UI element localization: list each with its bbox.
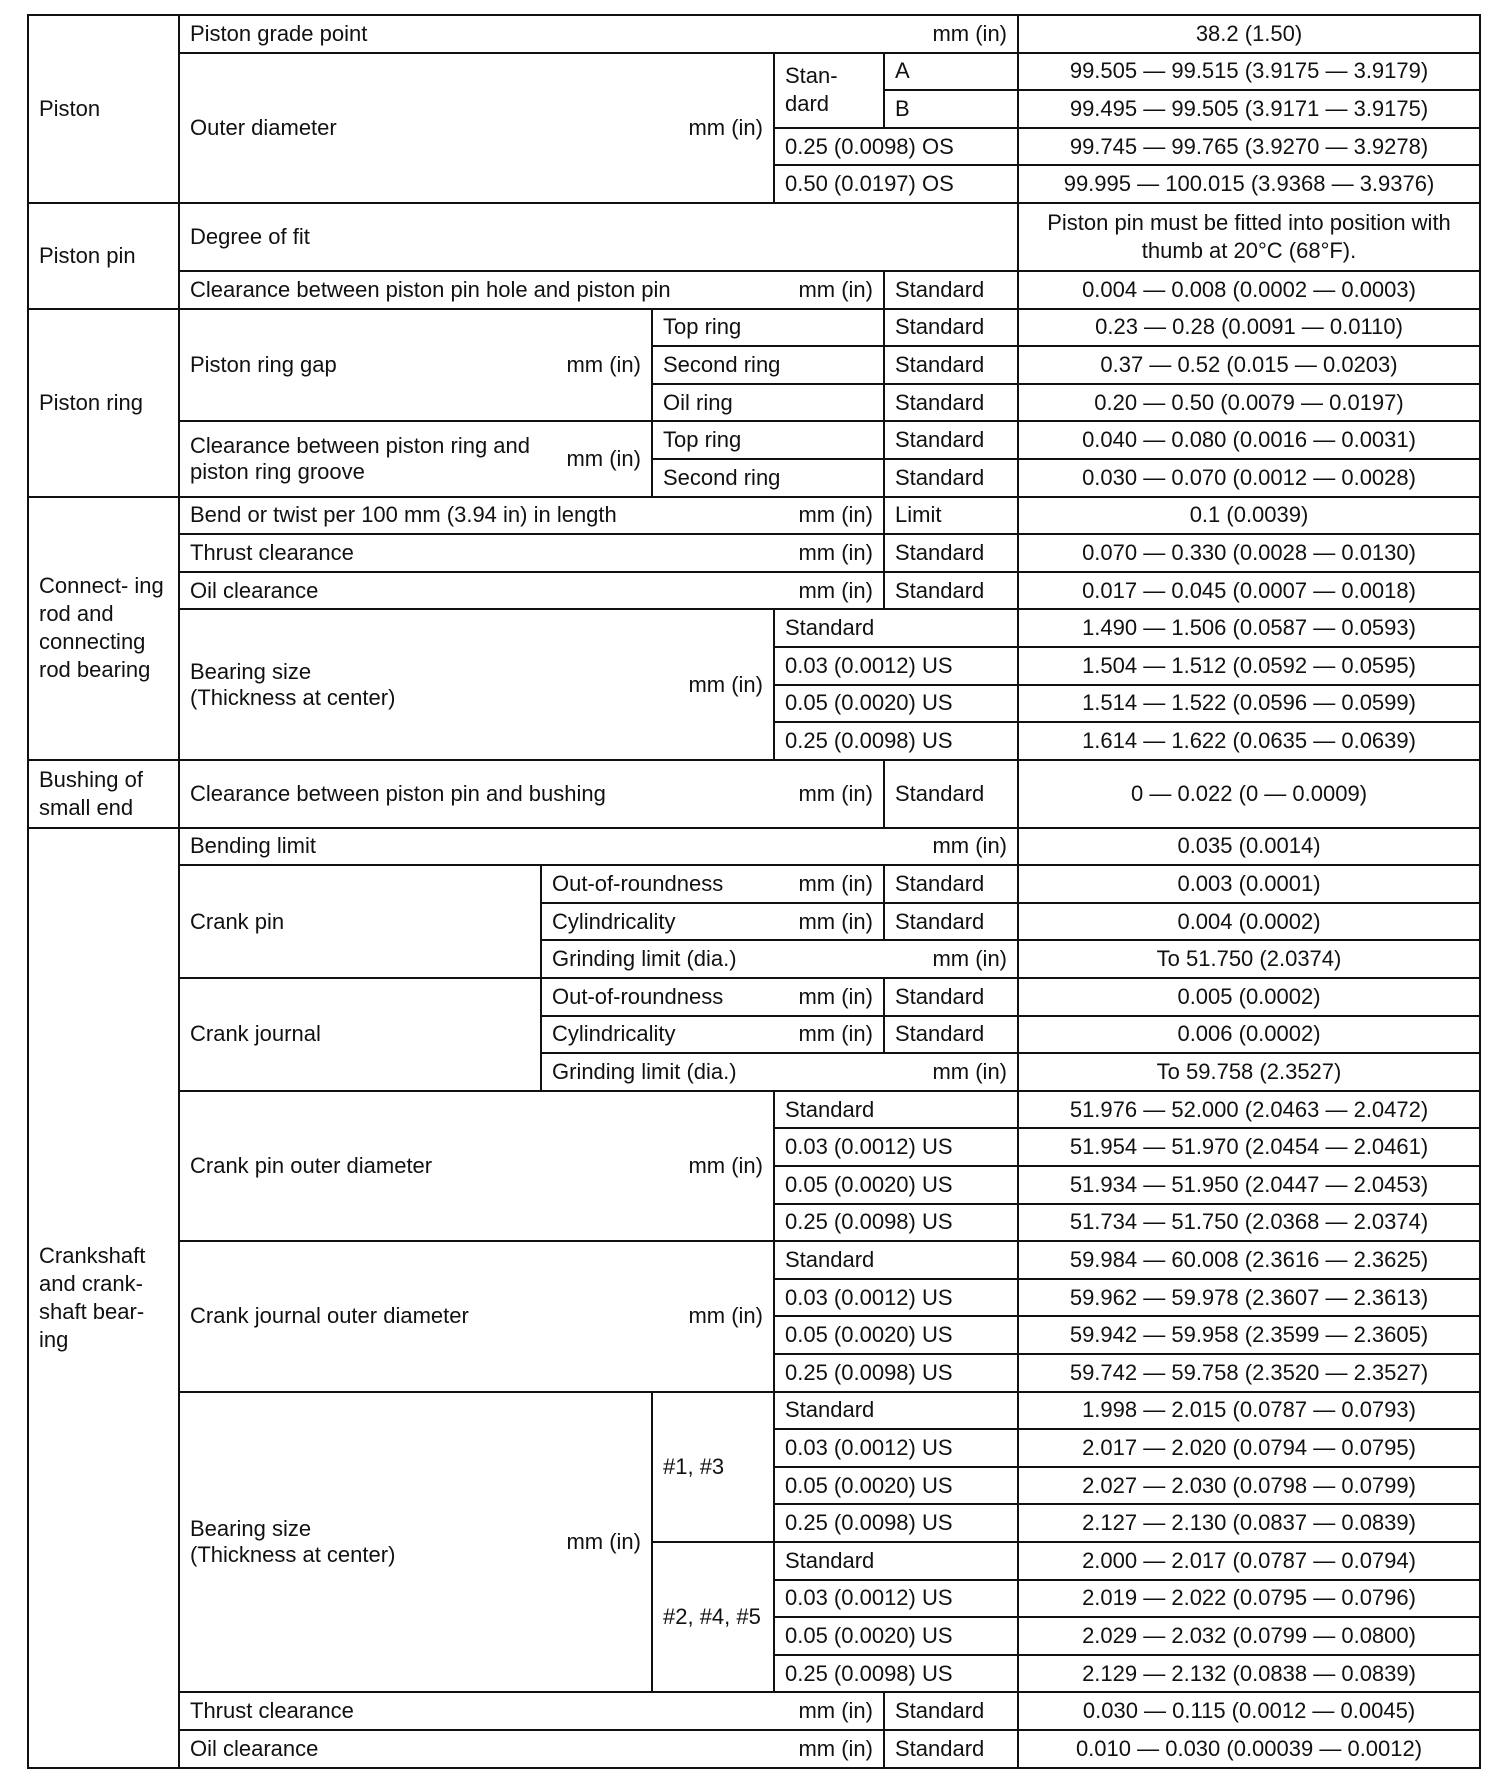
size-label: 0.05 (0.0020) US: [774, 1166, 1018, 1204]
item-cell: [179, 1392, 652, 1693]
ring-label: Top ring: [652, 421, 884, 459]
unit-label: mm (in): [932, 946, 1008, 972]
item-label: Bearing size (Thickness at center): [190, 1515, 396, 1567]
size-label: 0.05 (0.0020) US: [774, 685, 1018, 723]
item-label: Bend or twist per 100 mm (3.94 in) in length: [190, 502, 617, 528]
sub-label: Grinding limit (dia.): [552, 1059, 737, 1085]
kind-label: Standard: [884, 1016, 1018, 1054]
section-connecting-rod: Connect- ing rod and connecting rod bearing: [28, 497, 179, 760]
size-label: Standard: [774, 1542, 1018, 1580]
item-label: Oil clearance: [190, 1735, 319, 1761]
size-label: 0.05 (0.0020) US: [774, 1316, 1018, 1354]
size-label: 0.50 (0.0197) OS: [774, 165, 1018, 203]
item-cell: [179, 1730, 884, 1768]
unit-label: mm (in): [798, 780, 873, 806]
table-row: [28, 978, 1480, 1016]
item-label: Crank pin: [179, 865, 541, 978]
size-label: 0.25 (0.0098) US: [774, 1204, 1018, 1242]
kind-label: Standard: [884, 903, 1018, 941]
spec-value: 0.20 — 0.50 (0.0079 — 0.0197): [1018, 384, 1480, 422]
item-label: Crank journal: [179, 978, 541, 1091]
kind-label: Standard: [884, 309, 1018, 347]
size-label: Standard: [774, 1241, 1018, 1279]
unit-label: mm (in): [798, 276, 873, 302]
spec-value: 0.1 (0.0039): [1018, 497, 1480, 535]
spec-value: 0.005 (0.0002): [1018, 978, 1480, 1016]
unit-label: mm (in): [932, 833, 1008, 859]
spec-value: 1.504 — 1.512 (0.0592 — 0.0595): [1018, 647, 1480, 685]
size-label: 0.03 (0.0012) US: [774, 1580, 1018, 1618]
unit-label: mm (in): [798, 1698, 873, 1724]
item-label-group: [190, 1303, 763, 1329]
size-label: 0.25 (0.0098) OS: [774, 128, 1018, 166]
item-label-group: [190, 1153, 763, 1179]
item-label: Piston ring gap: [190, 351, 337, 377]
unit-label: mm (in): [798, 539, 873, 565]
spec-value: 0.010 — 0.030 (0.00039 — 0.0012): [1018, 1730, 1480, 1768]
item-label-group: [190, 1516, 641, 1568]
kind-label: Standard: [884, 459, 1018, 497]
table-row: [28, 534, 1480, 572]
kind-label: Standard: [884, 978, 1018, 1016]
kind-label: Standard: [884, 384, 1018, 422]
unit-label: mm (in): [688, 1303, 763, 1329]
spec-value: 51.954 — 51.970 (2.0454 — 2.0461): [1018, 1128, 1480, 1166]
unit-label: mm (in): [932, 1059, 1008, 1085]
spec-value: 1.998 — 2.015 (0.0787 — 0.0793): [1018, 1392, 1480, 1430]
unit-label: mm (in): [798, 908, 873, 934]
kind-label: Limit: [884, 497, 1018, 535]
size-label: 0.03 (0.0012) US: [774, 647, 1018, 685]
unit-label: mm (in): [798, 871, 873, 897]
size-label: 0.25 (0.0098) US: [774, 1655, 1018, 1693]
journal-group-label: #2, #4, #5: [652, 1542, 774, 1692]
sub-label: Out-of-roundness: [552, 983, 724, 1009]
unit-label: mm (in): [798, 1021, 873, 1047]
section-bushing: Bushing of small end: [28, 760, 179, 828]
spec-value: 0.035 (0.0014): [1018, 828, 1480, 866]
unit-label: mm (in): [798, 577, 873, 603]
item-label: Oil clearance: [190, 577, 319, 603]
spec-value: 59.942 — 59.958 (2.3599 — 2.3605): [1018, 1316, 1480, 1354]
table-row: [28, 1730, 1480, 1768]
spec-value: 59.984 — 60.008 (2.3616 — 2.3625): [1018, 1241, 1480, 1279]
unit-label: mm (in): [932, 20, 1008, 46]
size-label: 0.25 (0.0098) US: [774, 1354, 1018, 1392]
table-row: [28, 15, 1480, 53]
kind-label: Standard: [884, 421, 1018, 459]
item-label-group: [190, 1698, 873, 1724]
table-row: [28, 309, 1480, 347]
section-piston-pin: Piston pin: [28, 203, 179, 309]
size-label: 0.03 (0.0012) US: [774, 1429, 1018, 1467]
spec-value: 0.017 — 0.045 (0.0007 — 0.0018): [1018, 572, 1480, 610]
size-label: 0.05 (0.0020) US: [774, 1617, 1018, 1655]
item-label: Degree of fit: [179, 203, 1018, 271]
spec-value: To 59.758 (2.3527): [1018, 1053, 1480, 1091]
journal-group-label: #1, #3: [652, 1392, 774, 1542]
spec-value: 38.2 (1.50): [1018, 15, 1480, 53]
size-label: 0.25 (0.0098) US: [774, 1504, 1018, 1542]
unit-label: mm (in): [798, 1735, 873, 1761]
table-row: [28, 1091, 1480, 1129]
specifications-table: [27, 14, 1481, 1769]
sub-label: Cylindricality: [552, 908, 676, 934]
table-row: [28, 497, 1480, 535]
spec-value: 2.129 — 2.132 (0.0838 — 0.0839): [1018, 1655, 1480, 1693]
table-row: [28, 1241, 1480, 1279]
size-label: Standard: [774, 609, 1018, 647]
item-label-group: [190, 1736, 873, 1762]
spec-value: 99.745 — 99.765 (3.9270 — 3.9278): [1018, 128, 1480, 166]
unit-label: mm (in): [688, 114, 763, 140]
spec-value: 2.019 — 2.022 (0.0795 — 0.0796): [1018, 1580, 1480, 1618]
spec-value: 0 — 0.022 (0 — 0.0009): [1018, 760, 1480, 828]
size-label: 0.03 (0.0012) US: [774, 1279, 1018, 1317]
ring-label: Top ring: [652, 309, 884, 347]
spec-value: 0.006 (0.0002): [1018, 1016, 1480, 1054]
spec-value: 99.495 — 99.505 (3.9171 — 3.9175): [1018, 90, 1480, 128]
item-label: Outer diameter: [190, 114, 337, 140]
sub-label: Grinding limit (dia.): [552, 946, 737, 972]
unit-label: mm (in): [798, 502, 873, 528]
item-label: Clearance between piston ring and piston ring groove: [190, 432, 531, 484]
spec-value: 0.004 — 0.008 (0.0002 — 0.0003): [1018, 271, 1480, 309]
ring-label: Oil ring: [652, 384, 884, 422]
table-row: [28, 1392, 1480, 1430]
spec-value: 2.127 — 2.130 (0.0837 — 0.0839): [1018, 1504, 1480, 1542]
spec-value: 0.37 — 0.52 (0.015 — 0.0203): [1018, 346, 1480, 384]
item-label: Crank pin outer diameter: [190, 1153, 433, 1179]
size-label: 0.25 (0.0098) US: [774, 722, 1018, 760]
table-row: [28, 572, 1480, 610]
size-label: Standard: [774, 1392, 1018, 1430]
size-label: Standard: [774, 1091, 1018, 1129]
spec-value: 99.995 — 100.015 (3.9368 — 3.9376): [1018, 165, 1480, 203]
unit-label: mm (in): [688, 1153, 763, 1179]
spec-value: 51.976 — 52.000 (2.0463 — 2.0472): [1018, 1091, 1480, 1129]
kind-label: Standard: [884, 1692, 1018, 1730]
sub-label: Cylindricality: [552, 1021, 676, 1047]
item-label: Piston grade point: [190, 20, 368, 46]
spec-value: 1.614 — 1.622 (0.0635 — 0.0639): [1018, 722, 1480, 760]
unit-label: mm (in): [566, 351, 641, 377]
item-label: Thrust clearance: [190, 1698, 354, 1724]
size-label: 0.05 (0.0020) US: [774, 1467, 1018, 1505]
item-label: Crank journal outer diameter: [190, 1303, 469, 1329]
spec-value: 59.962 — 59.978 (2.3607 — 2.3613): [1018, 1279, 1480, 1317]
spec-value: 0.030 — 0.070 (0.0012 — 0.0028): [1018, 459, 1480, 497]
spec-value: 0.003 (0.0001): [1018, 865, 1480, 903]
table-row: [28, 760, 1480, 828]
size-label: 0.03 (0.0012) US: [774, 1128, 1018, 1166]
spec-value: 0.040 — 0.080 (0.0016 — 0.0031): [1018, 421, 1480, 459]
unit-label: mm (in): [566, 445, 641, 471]
table-row: [28, 421, 1480, 459]
section-piston-ring: Piston ring: [28, 309, 179, 497]
kind-label: Standard: [884, 572, 1018, 610]
kind-label: Standard: [884, 271, 1018, 309]
spec-value: 99.505 — 99.515 (3.9175 — 3.9179): [1018, 53, 1480, 91]
item-cell: [179, 1091, 774, 1241]
spec-value: 2.000 — 2.017 (0.0787 — 0.0794): [1018, 1542, 1480, 1580]
section-crankshaft: Crankshaft and crank- shaft bear- ing: [28, 828, 179, 1768]
unit-label: mm (in): [688, 671, 763, 697]
table-row: [28, 203, 1480, 271]
spec-value: 2.027 — 2.030 (0.0798 — 0.0799): [1018, 1467, 1480, 1505]
kind-label: Standard: [884, 865, 1018, 903]
spec-value: 0.004 (0.0002): [1018, 903, 1480, 941]
item-label: Clearance between piston pin and bushing: [190, 780, 606, 806]
table-row: [28, 1692, 1480, 1730]
item-cell: [179, 1241, 774, 1391]
spec-value: 51.934 — 51.950 (2.0447 — 2.0453): [1018, 1166, 1480, 1204]
item-label: Bearing size (Thickness at center): [190, 658, 396, 710]
spec-value: 1.490 — 1.506 (0.0587 — 0.0593): [1018, 609, 1480, 647]
spec-value: 1.514 — 1.522 (0.0596 — 0.0599): [1018, 685, 1480, 723]
kind-label: Standard: [884, 534, 1018, 572]
grade-label: A: [884, 53, 1018, 91]
grade-label: B: [884, 90, 1018, 128]
table-row: [28, 609, 1480, 647]
section-piston: Piston: [28, 15, 179, 203]
standard-label: Stan- dard: [774, 53, 884, 128]
sub-label: Out-of-roundness: [552, 871, 724, 897]
ring-label: Second ring: [652, 459, 884, 497]
table-row: [28, 53, 1480, 91]
unit-label: mm (in): [798, 983, 873, 1009]
table-row: [28, 865, 1480, 903]
kind-label: Standard: [884, 760, 1018, 828]
table-row: [28, 271, 1480, 309]
item-label: Clearance between piston pin hole and piston pin: [190, 276, 671, 302]
unit-label: mm (in): [566, 1528, 641, 1554]
spec-value: Piston pin must be fitted into position with thumb at 20°C (68°F).: [1018, 203, 1480, 271]
spec-value: To 51.750 (2.0374): [1018, 940, 1480, 978]
spec-value: 0.030 — 0.115 (0.0012 — 0.0045): [1018, 1692, 1480, 1730]
kind-label: Standard: [884, 346, 1018, 384]
spec-value: 2.029 — 2.032 (0.0799 — 0.0800): [1018, 1617, 1480, 1655]
item-label: Bending limit: [190, 833, 316, 859]
item-cell: [179, 1692, 884, 1730]
spec-value: 0.070 — 0.330 (0.0028 — 0.0130): [1018, 534, 1480, 572]
spec-value: 51.734 — 51.750 (2.0368 — 2.0374): [1018, 1204, 1480, 1242]
kind-label: Standard: [884, 1730, 1018, 1768]
item-label: Thrust clearance: [190, 539, 354, 565]
spec-value: 2.017 — 2.020 (0.0794 — 0.0795): [1018, 1429, 1480, 1467]
spec-value: 0.23 — 0.28 (0.0091 — 0.0110): [1018, 309, 1480, 347]
ring-label: Second ring: [652, 346, 884, 384]
table-row: [28, 828, 1480, 866]
spec-value: 59.742 — 59.758 (2.3520 — 2.3527): [1018, 1354, 1480, 1392]
